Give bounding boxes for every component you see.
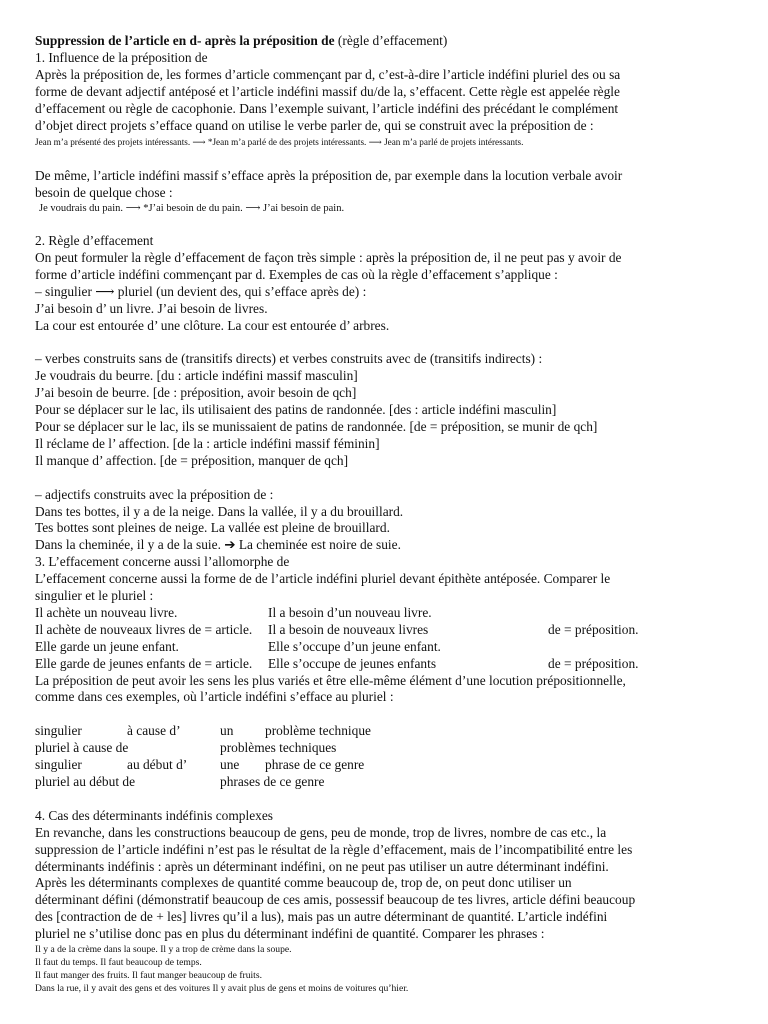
comparison-row [35, 622, 735, 639]
example-line: Il faut manger des fruits. Il faut manger beaucoup de fruits. [35, 970, 262, 982]
example-line: Jean m’a présenté des projets intéressants. ⟶ *Jean m’a parlé de des projets intéressants. ⟶ Jean m’a parlé de projets intéressants. [35, 137, 524, 148]
paragraph-line: déterminant défini (démonstratif beaucoup de ces amis, possessif beaucoup de tes livres, article défini beaucoup [35, 892, 636, 908]
preposition-table-row [35, 774, 735, 791]
paragraph-line: – singulier ⟶ pluriel (un devient des, qui s’efface après de) : [35, 283, 367, 299]
paragraph-line: J’ai besoin de beurre. [de : préposition, avoir besoin de qch] [35, 385, 357, 401]
paragraph-line: pluriel ne s’utilise donc pas en plus du déterminant indéfini de quantité. Comparer les phrases : [35, 926, 545, 942]
paragraph-line: La préposition de peut avoir les sens les plus variés et être elle-même élément d’une locution prépositionnelle, [35, 672, 626, 688]
table-cell: une [220, 757, 240, 773]
table-cell: phrase de ce genre [265, 757, 365, 773]
paragraph-line: Je voudrais du beurre. [du : article indéfini massif masculin] [35, 368, 358, 384]
paragraph-line: – verbes construits sans de (transitifs directs) et verbes construits avec de (transitifs indirects) : [35, 351, 543, 367]
paragraph-line: d’effacement ou règle de cacophonie. Dans l’exemple suivant, l’article indéfini des précédant le complément [35, 100, 619, 116]
paragraph-line: Il réclame de l’ affection. [de la : article indéfini massif féminin] [35, 435, 380, 451]
paragraph-line: Dans tes bottes, il y a de la neige. Dans la vallée, il y a du brouillard. [35, 503, 404, 519]
spacer [35, 706, 735, 723]
spacer [35, 216, 735, 233]
table-cell: phrases de ce genre [220, 773, 325, 789]
comparison-cell: Elle garde un jeune enfant. [35, 638, 179, 654]
preposition-table-row [35, 740, 735, 757]
paragraph-line: suppression de l’article indéfini n’est pas le résultat de la règle d’effacement, mais de l’incompatibilité entre les [35, 841, 633, 857]
comparison-cell: de = préposition. [548, 655, 639, 671]
comparison-cell: Elle garde de jeunes enfants de = article. [35, 655, 253, 671]
preposition-table-row [35, 723, 735, 740]
example-line: Je voudrais du pain. ⟶ *J’ai besoin de du pain. ⟶ J’ai besoin de pain. [39, 203, 345, 215]
section-1-heading: 1. Influence de la préposition de [35, 49, 208, 65]
comparison-row [35, 656, 735, 673]
preposition-table-row [35, 757, 735, 774]
table-cell: problèmes techniques [220, 740, 337, 756]
spacer [35, 151, 735, 168]
comparison-cell: Il a besoin d’un nouveau livre. [268, 604, 432, 620]
paragraph-line: Pour se déplacer sur le lac, ils utilisaient des patins de randonnée. [des : article indéfini masculin] [35, 402, 557, 418]
paragraph-line: J’ai besoin d’ un livre. J’ai besoin de livres. [35, 300, 268, 316]
example-line: Dans la rue, il y avait des gens et des voitures Il y avait plus de gens et moins de voitures qu’hier. [35, 983, 409, 995]
comparison-cell: Il achète de nouveaux livres de = article. [35, 621, 253, 637]
paragraph-line: L’effacement concerne aussi la forme de de l’article indéfini pluriel devant épithète antéposée. Comparer le [35, 571, 611, 587]
paragraph-line: Après la préposition de, les formes d’article commençant par d, c’est-à-dire l’article indéfini pluriel des ou sa [35, 66, 621, 82]
paragraph-line: Tes bottes sont pleines de neige. La vallée est pleine de brouillard. [35, 520, 390, 536]
comparison-cell: de = préposition. [548, 621, 639, 637]
paragraph-line: besoin de quelque chose : [35, 185, 173, 201]
table-cell: pluriel au début de [35, 773, 136, 789]
paragraph-line: La cour est entourée d’ une clôture. La cour est entourée d’ arbres. [35, 317, 390, 333]
document-title [35, 33, 735, 50]
section-4-heading: 4. Cas des déterminants indéfinis complexes [35, 807, 274, 823]
section-3-heading: 3. L’effacement concerne aussi l’allomorphe de [35, 554, 290, 570]
title-bold: Suppression de l’article en d- après la préposition de [35, 33, 335, 48]
paragraph-line: des [contraction de de + les] livres qu’il a lus), mais pas un autre déterminant de quantité. L’article indéfini [35, 909, 608, 925]
table-cell: singulier [35, 723, 82, 739]
spacer [35, 791, 735, 808]
paragraph-line: On peut formuler la règle d’effacement de façon très simple : après la préposition de, il ne peut pas y avoir de [35, 249, 622, 265]
comparison-cell: Elle s’occupe d’un jeune enfant. [268, 638, 441, 654]
table-cell: pluriel à cause de [35, 740, 129, 756]
paragraph-line: Pour se déplacer sur le lac, ils se munissaient de patins de randonnée. [de = préposition, se munir de qch] [35, 418, 598, 434]
comparison-cell: Elle s’occupe de jeunes enfants [268, 655, 437, 671]
paragraph-line: – adjectifs construits avec la préposition de : [35, 486, 274, 502]
table-cell: au début d’ [127, 757, 188, 773]
document-page [35, 33, 735, 995]
table-cell: un [220, 723, 234, 739]
table-cell: problème technique [265, 723, 371, 739]
example-line: Il y a de la crème dans la soupe. Il y a trop de crème dans la soupe. [35, 944, 292, 956]
spacer [35, 334, 735, 351]
example-line: Il faut du temps. Il faut beaucoup de temps. [35, 957, 202, 969]
paragraph-line: forme de devant adjectif antéposé et l’article indéfini massif du/de la, s’effacent. Cette règle est appelée règle [35, 83, 620, 99]
spacer [35, 470, 735, 487]
comparison-row [35, 605, 735, 622]
paragraph-line: Il manque d’ affection. [de = préposition, manquer de qch] [35, 452, 349, 468]
comparison-cell: Il achète un nouveau livre. [35, 604, 178, 620]
table-cell: à cause d’ [127, 723, 181, 739]
comparison-row [35, 639, 735, 656]
paragraph-line: Après les déterminants complexes de quantité comme beaucoup de, trop de, on peut donc utiliser un [35, 875, 572, 891]
paragraph-line: Dans la cheminée, il y a de la suie. ➔ La cheminée est noire de suie. [35, 537, 401, 553]
paragraph-line: De même, l’article indéfini massif s’efface après la préposition de, par exemple dans la locution verbale avoir [35, 168, 623, 184]
title-rest: (règle d’effacement) [334, 33, 448, 48]
paragraph-line: En revanche, dans les constructions beaucoup de gens, peu de monde, trop de livres, nombre de cas etc., la [35, 824, 607, 840]
paragraph-line: singulier et le pluriel : [35, 588, 154, 604]
paragraph-line: d’objet direct projets s’efface quand on utilise le verbe parler de, qui se construit avec la préposition de : [35, 117, 594, 133]
paragraph-line: déterminants indéfinis : après un déterminant indéfini, on ne peut pas utiliser un autre déterminant indéfini. [35, 858, 609, 874]
paragraph-line: forme d’article indéfini commençant par d. Exemples de cas où la règle d’effacement s’applique : [35, 266, 558, 282]
paragraph-line: comme dans ces exemples, où l’article indéfini s’efface au pluriel : [35, 689, 394, 705]
table-cell: singulier [35, 757, 82, 773]
section-2-heading: 2. Règle d’effacement [35, 233, 154, 249]
comparison-cell: Il a besoin de nouveaux livres [268, 621, 429, 637]
